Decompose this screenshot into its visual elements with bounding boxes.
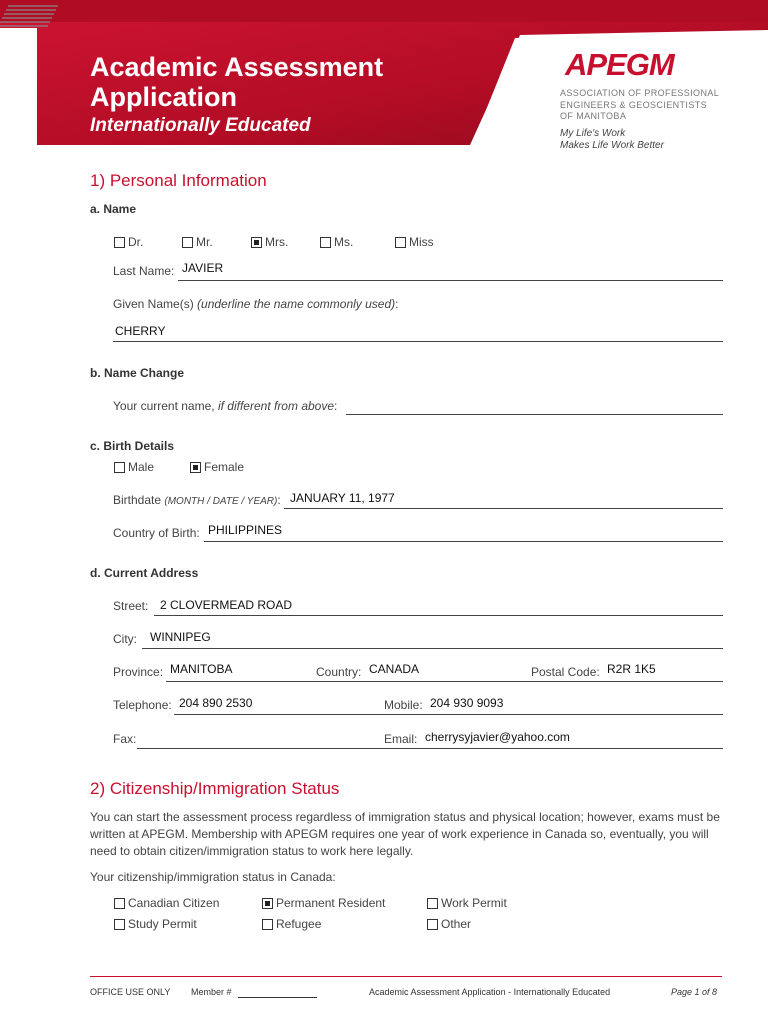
citizenship-paragraph: You can start the assessment process regardless of immigration status and physical location; however, exams must be written at APEGM. Membership with APEGM requires one year of work experience in Canada so, eventually, you will need to obtain citizen/immigration status to work here legally. — [90, 810, 720, 858]
checkbox-box[interactable] — [427, 919, 438, 930]
street-field[interactable]: 2 CLOVERMEAD ROAD — [160, 598, 293, 612]
city-underline — [142, 648, 723, 649]
current-name-label — [113, 399, 337, 413]
checkbox-mr[interactable] — [182, 235, 213, 249]
country-of-birth-underline — [204, 541, 723, 542]
telephone-field[interactable]: 204 890 2530 — [179, 696, 253, 710]
city-field[interactable]: WINNIPEG — [150, 630, 211, 644]
birthdate-label — [113, 493, 281, 507]
checkbox-box[interactable] — [114, 898, 125, 909]
last-name-label: Last Name: — [113, 264, 175, 278]
current-name-label-text: Your current name, — [113, 399, 218, 413]
given-name-label — [113, 297, 398, 311]
checkbox-box[interactable] — [262, 919, 273, 930]
checkbox-mrs[interactable] — [251, 235, 288, 249]
logo-stripes-icon — [0, 0, 200, 34]
checkbox-label: Study Permit — [128, 917, 197, 931]
checkbox-label: Male — [128, 460, 155, 474]
city-label: City: — [113, 632, 137, 646]
checkbox-canadian-citizen[interactable] — [114, 896, 219, 910]
subheading-birth-details: c. Birth Details — [90, 439, 175, 453]
province-row-underline — [166, 681, 723, 682]
birthdate-label-text: Birthdate — [113, 493, 165, 507]
given-name-underline — [113, 341, 723, 342]
subheading-name: a. Name — [90, 202, 137, 216]
checkbox-other[interactable] — [427, 917, 471, 931]
checkbox-box[interactable] — [427, 898, 438, 909]
checkbox-permanent-resident[interactable] — [262, 896, 385, 910]
checkbox-study-permit[interactable] — [114, 917, 197, 931]
section-heading-personal: 1) Personal Information — [90, 171, 267, 190]
country-label: Country: — [316, 665, 362, 679]
last-name-underline — [178, 280, 723, 281]
checkbox-label: Dr. — [128, 235, 144, 249]
street-underline — [154, 615, 723, 616]
email-field[interactable]: cherrysyjavier@yahoo.com — [425, 730, 570, 744]
country-field[interactable]: CANADA — [369, 662, 420, 676]
last-name-field[interactable]: JAVIER — [182, 261, 224, 275]
page-number: Page 1 of 8 — [671, 987, 718, 997]
country-of-birth-label: Country of Birth: — [113, 526, 200, 540]
checkbox-miss[interactable] — [395, 235, 434, 249]
subheading-name-change: b. Name Change — [90, 366, 185, 380]
checkbox-dr[interactable] — [114, 235, 143, 249]
birthdate-note: (MONTH / DATE / YEAR) — [164, 496, 278, 507]
checkbox-box[interactable] — [182, 237, 193, 248]
subheading-current-address: d. Current Address — [90, 566, 199, 580]
checkbox-label: Work Permit — [441, 896, 507, 910]
checkbox-label: Ms. — [334, 235, 354, 249]
fax-row-underline — [137, 748, 723, 749]
checkbox-label: Mrs. — [265, 235, 289, 249]
checkbox-box[interactable] — [190, 462, 201, 473]
country-of-birth-field[interactable]: PHILIPPINES — [208, 523, 283, 537]
footer-document-title: Academic Assessment Application - Internationally Educated — [369, 987, 611, 997]
org-line-1: ASSOCIATION OF PROFESSIONAL — [560, 88, 720, 98]
title-line-1: Academic Assessment — [90, 52, 384, 82]
fax-label: Fax: — [113, 732, 137, 746]
birthdate-underline — [284, 508, 723, 509]
member-number-field[interactable] — [238, 997, 317, 998]
street-label: Street: — [113, 599, 149, 613]
tagline-line-1: My Life's Work — [560, 128, 626, 139]
checkbox-label: Other — [441, 917, 472, 931]
checkbox-label: Refugee — [276, 917, 322, 931]
email-label: Email: — [384, 732, 418, 746]
header-banner — [0, 0, 768, 150]
mobile-field[interactable]: 204 930 9093 — [430, 696, 504, 710]
postal-code-label: Postal Code: — [531, 665, 600, 679]
province-label: Province: — [113, 665, 164, 679]
checkbox-label: Mr. — [196, 235, 213, 249]
mobile-label: Mobile: — [384, 698, 423, 712]
given-name-colon: : — [395, 297, 399, 311]
checkbox-label: Miss — [409, 235, 434, 249]
checkbox-box[interactable] — [114, 919, 125, 930]
telephone-row-underline — [174, 714, 723, 715]
given-name-label-text: Given Name(s) — [113, 297, 198, 311]
checkbox-box[interactable] — [320, 237, 331, 248]
telephone-label: Telephone: — [113, 698, 172, 712]
checkbox-box[interactable] — [262, 898, 273, 909]
title-line-2: Application — [90, 82, 237, 112]
birthdate-colon: : — [277, 493, 281, 507]
checkbox-box[interactable] — [114, 462, 125, 473]
checkbox-female[interactable] — [190, 460, 244, 474]
org-line-3: OF MANITOBA — [560, 111, 627, 121]
page-title — [90, 52, 510, 112]
citizenship-prompt: Your citizenship/immigration status in Canada: — [90, 870, 336, 884]
member-number-label: Member # — [191, 987, 232, 997]
current-name-note: if different from above — [217, 399, 335, 413]
current-name-field[interactable] — [346, 414, 723, 415]
section-heading-citizenship: 2) Citizenship/Immigration Status — [90, 779, 340, 798]
checkbox-ms[interactable] — [320, 235, 353, 249]
office-use-label: OFFICE USE ONLY — [90, 987, 171, 997]
checkbox-box[interactable] — [395, 237, 406, 248]
logo: APEGM — [565, 47, 674, 82]
organization-name — [560, 88, 719, 123]
checkbox-work-permit[interactable] — [427, 896, 507, 910]
given-name-field[interactable]: CHERRY — [115, 324, 166, 338]
province-field[interactable]: MANITOBA — [170, 662, 233, 676]
birthdate-field[interactable]: JANUARY 11, 1977 — [290, 491, 395, 505]
checkbox-label: Permanent Resident — [276, 896, 386, 910]
current-name-colon: : — [334, 399, 338, 413]
checkbox-box[interactable] — [251, 237, 262, 248]
checkbox-refugee[interactable] — [262, 917, 321, 931]
org-line-2: ENGINEERS & GEOSCIENTISTS — [560, 99, 708, 110]
tagline-line-2: Makes Life Work Better — [560, 140, 664, 151]
page-subtitle: Internationally Educated — [90, 115, 311, 136]
checkbox-label: Female — [204, 460, 245, 474]
tagline — [560, 128, 664, 152]
footer-divider — [90, 976, 722, 977]
given-name-note: (underline the name commonly used) — [197, 297, 396, 311]
postal-code-field[interactable]: R2R 1K5 — [607, 662, 656, 676]
checkbox-box[interactable] — [114, 237, 125, 248]
checkbox-label: Canadian Citizen — [128, 896, 220, 910]
checkbox-male[interactable] — [114, 460, 154, 474]
